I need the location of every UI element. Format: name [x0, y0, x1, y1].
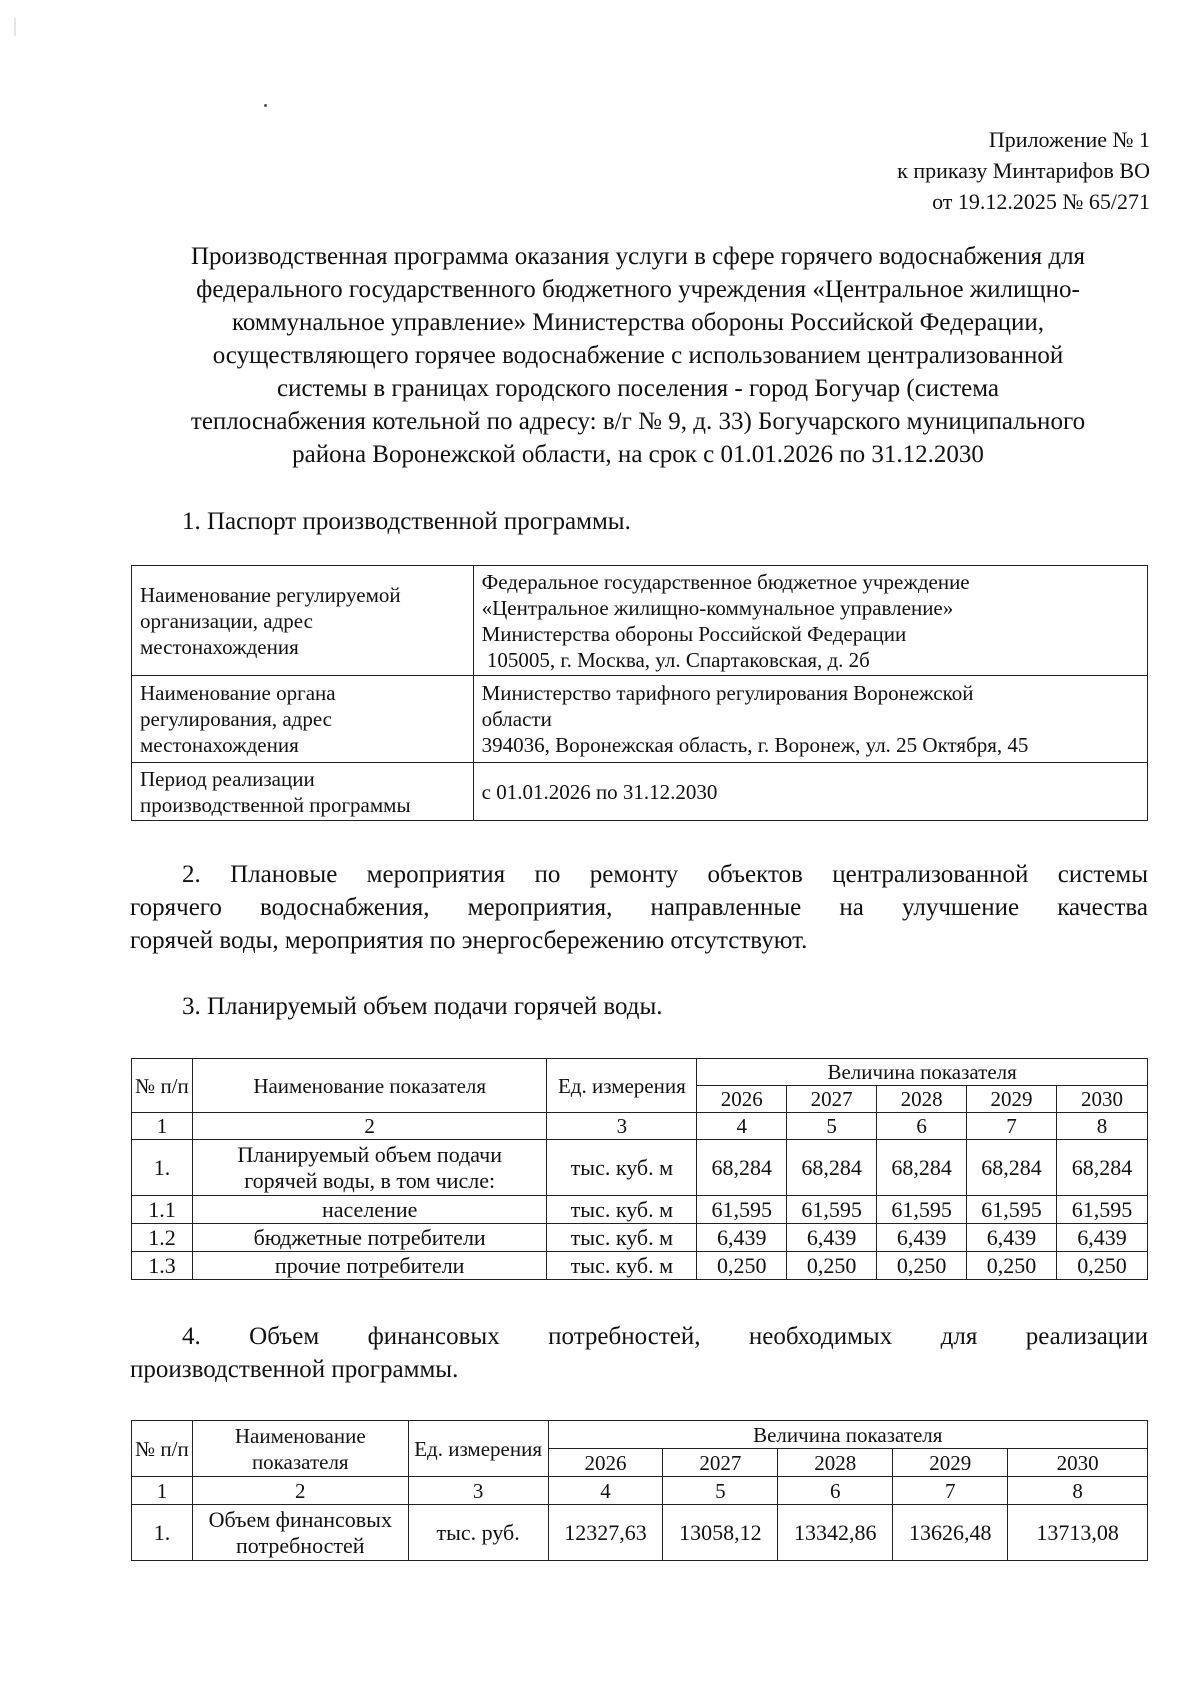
row-num: 1.: [132, 1505, 193, 1561]
section4-line-2: производственной программы.: [130, 1356, 459, 1383]
section2-line: 2. Плановые мероприятия по ремонту объектов централизованной системы: [182, 861, 1148, 888]
approval-block: [897, 124, 1150, 217]
supply-volume-table: [131, 1058, 1148, 1280]
row-name: прочие потребители: [192, 1252, 547, 1280]
row-value: 68,284: [877, 1140, 967, 1196]
year-cell: 2029: [893, 1449, 1008, 1477]
section1-heading: 1. Паспорт производственной программы.: [182, 508, 631, 535]
title-line: района Воронежской области, на срок с 01.01.2026 по 31.12.2030: [292, 441, 984, 468]
colnum-cell: 2: [192, 1477, 408, 1505]
section4-word: для: [940, 1323, 978, 1350]
colnum-cell: 7: [893, 1477, 1008, 1505]
table-header-row: [132, 1059, 1148, 1086]
row-value: 61,595: [967, 1196, 1057, 1224]
row-value: 13713,08: [1008, 1505, 1148, 1561]
row-name: население: [192, 1196, 547, 1224]
row-name: Планируемый объем подачи горячей воды, в том числе:: [192, 1140, 547, 1196]
colnum-cell: 1: [132, 1477, 193, 1505]
approval-line: от 19.12.2025 № 65/271: [932, 189, 1150, 214]
year-cell: 2026: [697, 1086, 787, 1113]
row-value: 6,439: [697, 1224, 787, 1252]
row-value: 12327,63: [548, 1505, 663, 1561]
colnum-cell: 7: [967, 1113, 1057, 1140]
table-row: [132, 1140, 1148, 1196]
passport-value: [473, 763, 1147, 821]
header-unit: Ед. измерения: [408, 1421, 548, 1477]
section2-line: горячего водоснабжения, мероприятия, направленные на улучшение качества: [130, 894, 1148, 921]
financial-needs-table: [131, 1420, 1148, 1561]
row-value: 13626,48: [893, 1505, 1008, 1561]
row-value: 6,439: [787, 1224, 877, 1252]
row-value: 61,595: [877, 1196, 967, 1224]
header-num: № п/п: [132, 1059, 193, 1113]
table-row: [132, 1224, 1148, 1252]
table-colnum-row: [132, 1113, 1148, 1140]
header-value: Величина показателя: [697, 1059, 1148, 1086]
colnum-cell: 8: [1056, 1113, 1147, 1140]
section2-line-wrap: [130, 858, 1148, 891]
row-value: 0,250: [967, 1252, 1057, 1280]
header-name: Наименование показателя: [192, 1421, 408, 1477]
row-num: 1.1: [132, 1196, 193, 1224]
row-value: 6,439: [967, 1224, 1057, 1252]
year-cell: 2027: [787, 1086, 877, 1113]
row-unit: тыс. куб. м: [547, 1224, 697, 1252]
row-unit: тыс. куб. м: [547, 1196, 697, 1224]
passport-value-line: 105005, г. Москва, ул. Спартаковская, д. 2б: [481, 647, 870, 672]
row-unit: тыс. куб. м: [547, 1140, 697, 1196]
header-num: № п/п: [132, 1421, 193, 1477]
title-line: системы в границах городского поселения - город Богучар (система: [276, 375, 1000, 402]
row-value: 6,439: [877, 1224, 967, 1252]
year-cell: 2028: [778, 1449, 893, 1477]
scan-dot: [264, 104, 267, 107]
passport-value: [473, 566, 1147, 676]
year-cell: 2030: [1056, 1086, 1147, 1113]
row-num: 1.: [132, 1140, 193, 1196]
row-value: 68,284: [967, 1140, 1057, 1196]
colnum-cell: 6: [877, 1113, 967, 1140]
row-name: бюджетные потребители: [192, 1224, 547, 1252]
colnum-cell: 1: [132, 1113, 193, 1140]
section4-paragraph: [130, 1320, 1148, 1386]
table-row: [132, 1252, 1148, 1280]
passport-row: [132, 676, 1148, 763]
row-value: 13058,12: [663, 1505, 778, 1561]
section2-paragraph: [130, 858, 1148, 957]
row-value: 13342,86: [778, 1505, 893, 1561]
scan-artifact: [14, 18, 16, 36]
title-line: коммунальное управление» Министерства обороны Российской Федерации,: [231, 309, 1044, 336]
row-value: 0,250: [877, 1252, 967, 1280]
colnum-cell: 6: [778, 1477, 893, 1505]
passport-label: Наименование органа регулирования, адрес местонахождения: [132, 676, 474, 763]
header-unit: Ед. измерения: [547, 1059, 697, 1113]
section2-line: горячей воды, мероприятия по энергосбережению отсутствуют.: [130, 927, 808, 954]
row-name: Объем финансовых потребностей: [192, 1505, 408, 1561]
title-line: осуществляющего горячее водоснабжение с использованием централизованной: [212, 342, 1064, 369]
colnum-cell: 2: [192, 1113, 547, 1140]
section4-word: финансовых: [367, 1323, 500, 1350]
section4-word: потребностей,: [548, 1323, 701, 1350]
passport-value-line: Министерства обороны Российской Федерации: [481, 621, 907, 646]
row-num: 1.2: [132, 1224, 193, 1252]
table-colnum-row: [132, 1477, 1148, 1505]
year-cell: 2026: [548, 1449, 663, 1477]
row-value: 0,250: [1056, 1252, 1147, 1280]
title-line: Производственная программа оказания услуги в сфере горячего водоснабжения для: [190, 243, 1086, 270]
passport-value-line: «Центральное жилищно-коммунальное управление»: [481, 595, 954, 620]
colnum-cell: 5: [787, 1113, 877, 1140]
section3-heading: 3. Планируемый объем подачи горячей воды.: [182, 993, 663, 1020]
title-line: федерального государственного бюджетного учреждения «Центральное жилищно-: [196, 276, 1080, 303]
passport-label: Наименование регулируемой организации, адрес местонахождения: [132, 566, 474, 676]
section4-word: необходимых: [748, 1323, 893, 1350]
row-value: 61,595: [787, 1196, 877, 1224]
passport-value-line: 394036, Воронежская область, г. Воронеж, ул. 25 Октября, 45: [481, 733, 1029, 757]
passport-row: [132, 566, 1148, 676]
table-row: [132, 1505, 1148, 1561]
colnum-cell: 5: [663, 1477, 778, 1505]
row-value: 68,284: [1056, 1140, 1147, 1196]
row-unit: тыс. куб. м: [547, 1252, 697, 1280]
passport-value-line: области: [481, 707, 552, 731]
table-header-row: [132, 1421, 1148, 1449]
section4-line-1: [130, 1320, 1148, 1353]
table-row: [132, 1196, 1148, 1224]
passport-label: Период реализации производственной программы: [132, 763, 474, 821]
row-value: 6,439: [1056, 1224, 1147, 1252]
year-cell: 2029: [967, 1086, 1057, 1113]
row-value: 0,250: [697, 1252, 787, 1280]
header-name: Наименование показателя: [192, 1059, 547, 1113]
row-value: 68,284: [787, 1140, 877, 1196]
passport-row: [132, 763, 1148, 821]
row-unit: тыс. руб.: [408, 1505, 548, 1561]
passport-table: [131, 565, 1148, 821]
passport-value: [473, 676, 1147, 763]
row-value: 61,595: [1056, 1196, 1147, 1224]
colnum-cell: 3: [547, 1113, 697, 1140]
row-value: 68,284: [697, 1140, 787, 1196]
row-value: 0,250: [787, 1252, 877, 1280]
approval-line: к приказу Минтарифов ВО: [897, 158, 1150, 183]
passport-value-line: Федеральное государственное бюджетное учреждение: [481, 569, 970, 594]
colnum-cell: 8: [1008, 1477, 1148, 1505]
year-cell: 2028: [877, 1086, 967, 1113]
passport-value-line: Министерство тарифного регулирования Воронежской: [481, 681, 974, 705]
approval-line: Приложение № 1: [988, 127, 1150, 152]
colnum-cell: 4: [548, 1477, 663, 1505]
row-value: 61,595: [697, 1196, 787, 1224]
section4-word: 4.: [182, 1323, 201, 1350]
passport-value-line: с 01.01.2026 по 31.12.2030: [481, 779, 718, 804]
row-num: 1.3: [132, 1252, 193, 1280]
colnum-cell: 4: [697, 1113, 787, 1140]
section4-word: реализации: [1025, 1323, 1148, 1350]
year-cell: 2030: [1008, 1449, 1148, 1477]
document-title: [128, 240, 1148, 471]
colnum-cell: 3: [408, 1477, 548, 1505]
section4-word: Объем: [249, 1323, 320, 1350]
title-line: теплоснабжения котельной по адресу: в/г № 9, д. 33) Богучарского муниципального: [190, 408, 1086, 435]
year-cell: 2027: [663, 1449, 778, 1477]
header-value: Величина показателя: [548, 1421, 1147, 1449]
